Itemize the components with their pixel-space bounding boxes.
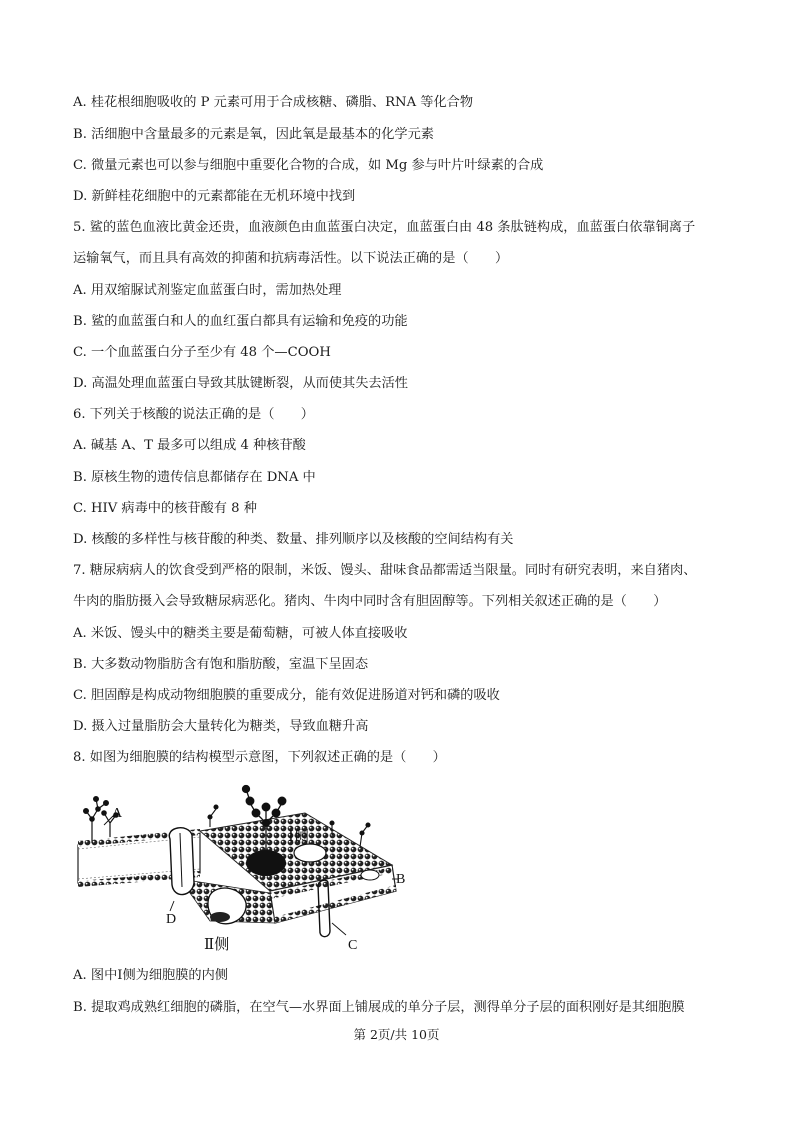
q7-stem-line2: 牛肉的脂肪摄入会导致糖尿病恶化。猪肉、牛肉中同时含有胆固醇等。下列相关叙述正确的是（ ）: [73, 594, 667, 609]
q5-stem-line1: 5. 鲨的蓝色血液比黄金还贵，血液颜色由血蓝蛋白决定，血蓝蛋白由 48 条肽链构成，血蓝蛋白依靠铜离子: [73, 220, 696, 235]
label-side-2: Ⅱ侧: [204, 937, 230, 953]
q8-stem: 8. 如图为细胞膜的结构模型示意图，下列叙述正确的是（ ）: [73, 750, 446, 765]
q5-option-c: C. 一个血蓝蛋白分子至少有 48 个—COOH: [73, 345, 331, 360]
label-b: B: [396, 872, 406, 887]
q7-option-c: C. 胆固醇是构成动物细胞膜的重要成分，能有效促进肠道对钙和磷的吸收: [73, 688, 500, 703]
q6-option-a: A. 碱基 A、T 最多可以组成 4 种核苷酸: [73, 438, 306, 453]
q4-option-a: A. 桂花根细胞吸收的 P 元素可用于合成核糖、磷脂、RNA 等化合物: [73, 95, 474, 110]
q8-option-a: A. 图中Ⅰ侧为细胞膜的内侧: [73, 968, 228, 983]
q8-option-b: B. 提取鸡成熟红细胞的磷脂，在空气—水界面上铺展成的单分子层，测得单分子层的面积刚好是其细胞膜: [73, 1000, 685, 1015]
q4-option-b: B. 活细胞中含量最多的元素是氧，因此氧是最基本的化学元素: [73, 127, 434, 142]
q6-option-d: D. 核酸的多样性与核苷酸的种类、数量、排列顺序以及核酸的空间结构有关: [73, 532, 514, 547]
q6-stem: 6. 下列关于核酸的说法正确的是（ ）: [73, 407, 314, 422]
label-d: D: [166, 912, 177, 927]
page-footer: 第 2页/共 10页: [353, 1027, 440, 1042]
cell-membrane-diagram: [70, 783, 415, 961]
q4-option-c: C. 微量元素也可以参与细胞中重要化合物的合成，如 Mg 参与叶片叶绿素的合成: [73, 158, 544, 173]
q4-option-d: D. 新鲜桂花细胞中的元素都能在无机环境中找到: [73, 189, 356, 204]
q6-option-c: C. HIV 病毒中的核苷酸有 8 种: [73, 501, 257, 516]
q7-stem-line1: 7. 糖尿病病人的饮食受到严格的限制，米饭、馒头、甜味食品都需适当限量。同时有研究表明，来自猪肉、: [73, 563, 697, 578]
q5-option-a: A. 用双缩脲试剂鉴定血蓝蛋白时，需加热处理: [73, 283, 342, 298]
q7-option-d: D. 摄入过量脂肪会大量转化为糖类，导致血糖升高: [73, 719, 369, 734]
q7-option-b: B. 大多数动物脂肪含有饱和脂肪酸，室温下呈固态: [73, 657, 369, 672]
q5-option-d: D. 高温处理血蓝蛋白导致其肽键断裂，从而使其失去活性: [73, 376, 408, 391]
q6-option-b: B. 原核生物的遗传信息都储存在 DNA 中: [73, 470, 316, 485]
label-side-1: Ⅰ侧: [288, 829, 309, 845]
q5-option-b: B. 鲨的血蓝蛋白和人的血红蛋白都具有运输和免疫的功能: [73, 314, 408, 329]
label-c: C: [348, 938, 358, 953]
q7-option-a: A. 米饭、馒头中的糖类主要是葡萄糖，可被人体直接吸收: [73, 626, 408, 641]
q5-stem-line2: 运输氧气，而且具有高效的抑菌和抗病毒活性。以下说法正确的是（ ）: [73, 251, 509, 266]
label-a: A: [112, 806, 123, 821]
